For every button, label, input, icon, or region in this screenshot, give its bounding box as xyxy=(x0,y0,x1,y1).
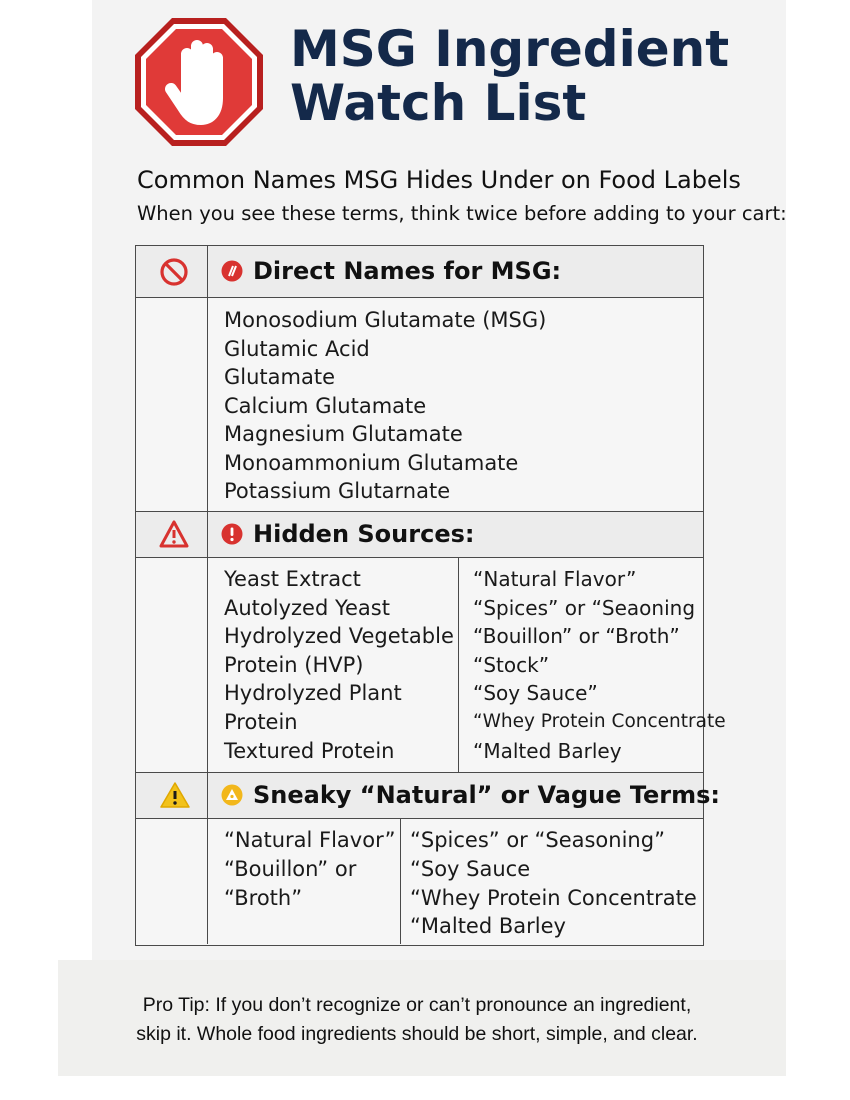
divider xyxy=(136,818,703,819)
list-item: “Malted Barley xyxy=(473,738,622,763)
list-item: Protein (HVP) xyxy=(224,652,364,677)
title-line-1: MSG Ingredient xyxy=(290,20,730,78)
list-item: “Natural Flavor” xyxy=(224,828,396,852)
ingredient-table xyxy=(135,245,726,946)
pro-tip xyxy=(92,991,742,1049)
list-item: Autolyzed Yeast xyxy=(224,595,390,620)
list-item: Magnesium Glutamate xyxy=(224,422,463,446)
list-item: Glutamic Acid xyxy=(224,336,370,361)
stop-hand-icon xyxy=(133,16,265,148)
list-item: “Broth” xyxy=(224,885,303,910)
intro-text: When you see these terms, think twice before adding to your cart: xyxy=(137,202,787,225)
list-item: Yeast Extract xyxy=(224,567,361,591)
pro-tip-line-1: Pro Tip: If you don’t recognize or can’t pronounce an ingredient, xyxy=(142,994,692,1016)
divider xyxy=(136,772,703,773)
list-item: “Spices” or “Seaoning xyxy=(473,595,696,620)
list-item: “Stock” xyxy=(473,652,550,677)
vague-terms-right-list xyxy=(410,826,697,941)
list-item: “Whey Protein Concentrate xyxy=(473,710,726,732)
hidden-sources-right-list xyxy=(473,565,726,765)
list-item: “Spices” or “Seasoning” xyxy=(410,828,665,852)
divider xyxy=(136,511,703,512)
caution-icon xyxy=(159,781,191,809)
list-item: Hydrolyzed Plant xyxy=(224,681,402,706)
prohibited-icon xyxy=(159,257,189,287)
divider xyxy=(136,297,703,298)
section-title-hidden: Hidden Sources: xyxy=(253,520,475,548)
section-title-direct: Direct Names for MSG: xyxy=(253,257,562,285)
list-item: Protein xyxy=(224,709,298,734)
list-item: “Bouillon” or xyxy=(224,856,357,881)
list-item: Monosodium Glutamate (MSG) xyxy=(224,308,547,332)
warning-triangle-icon xyxy=(159,520,189,548)
divider xyxy=(458,557,459,772)
list-item: Potassium Glutarnate xyxy=(224,479,451,503)
list-item: Glutamate xyxy=(224,365,335,389)
list-item: “Soy Sauce” xyxy=(473,681,598,706)
list-item: “Soy Sauce xyxy=(410,856,531,881)
list-item: Textured Protein xyxy=(224,738,395,763)
divider xyxy=(207,246,208,944)
list-item: “Malted Barley xyxy=(410,914,566,939)
divider xyxy=(400,818,401,944)
caution-badge-icon xyxy=(221,784,243,806)
prohibited-badge-icon xyxy=(221,260,243,282)
list-item: Calcium Glutamate xyxy=(224,393,427,418)
alert-badge-icon xyxy=(221,523,243,545)
list-item: “Whey Protein Concentrate xyxy=(410,885,697,910)
list-item: “Natural Flavor” xyxy=(473,567,637,591)
section-title-vague: Sneaky “Natural” or Vague Terms: xyxy=(253,781,721,809)
list-item: Hydrolyzed Vegetable xyxy=(224,624,454,649)
list-item: Monoammonium Glutamate xyxy=(224,450,519,475)
subtitle: Common Names MSG Hides Under on Food Labels xyxy=(137,166,741,194)
vague-terms-left-list xyxy=(224,826,395,912)
title-line-2: Watch List xyxy=(290,74,587,132)
hidden-sources-left-list xyxy=(224,565,454,765)
divider xyxy=(136,557,703,558)
pro-tip-line-2: skip it. Whole food ingredients should be short, simple, and clear. xyxy=(136,1023,698,1045)
list-item: “Bouillon” or “Broth” xyxy=(473,624,680,649)
direct-names-list xyxy=(224,306,546,506)
page-title xyxy=(290,22,770,130)
